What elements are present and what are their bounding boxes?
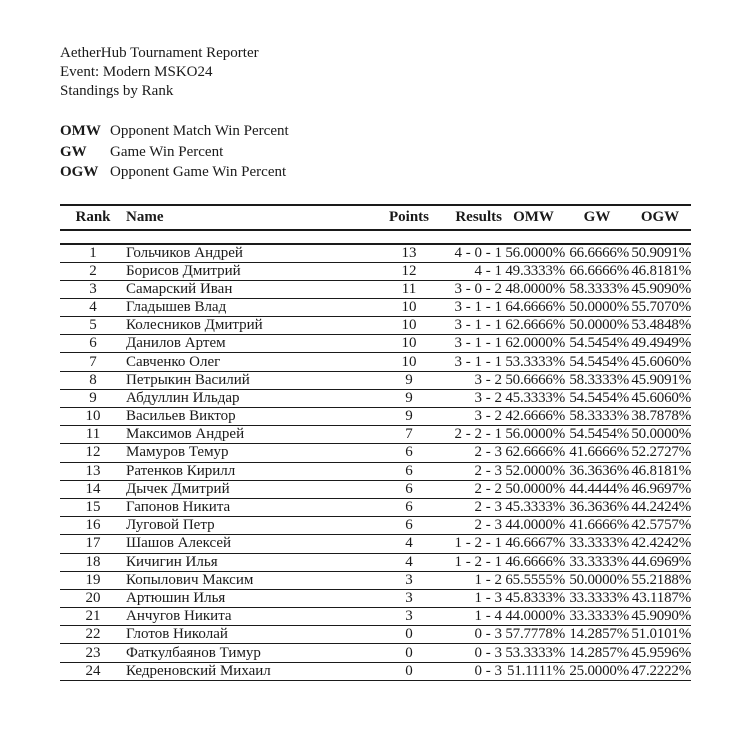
legend-abbr-ogw: OGW	[60, 164, 99, 180]
ogw-cell: 46.8181%	[631, 462, 691, 479]
points-cell: 12	[401, 262, 417, 279]
gw-cell: 58.3333%	[569, 280, 629, 297]
results-cell: 1 - 2 - 1	[454, 535, 502, 552]
gw-cell: 50.0000%	[569, 298, 629, 315]
omw-cell: 46.6666%	[505, 553, 565, 570]
name-cell: Гапонов Никита	[126, 499, 231, 516]
ogw-cell: 45.6060%	[631, 389, 691, 406]
omw-cell: 56.0000%	[505, 244, 565, 261]
rank-cell: 8	[89, 371, 97, 388]
rank-cell: 7	[89, 353, 97, 370]
ogw-cell: 46.9697%	[631, 480, 691, 497]
results-cell: 0 - 3	[474, 626, 502, 643]
gw-cell: 50.0000%	[569, 571, 629, 588]
rank-cell: 20	[85, 589, 101, 606]
omw-cell: 49.3333%	[505, 262, 565, 279]
ogw-cell: 45.9090%	[631, 280, 691, 297]
results-cell: 2 - 3	[474, 499, 502, 516]
column-header-results: Results	[455, 208, 502, 225]
rank-cell: 13	[85, 462, 101, 479]
omw-cell: 62.0000%	[505, 335, 565, 352]
results-cell: 3 - 1 - 1	[454, 317, 502, 334]
legend-desc-ogw: Opponent Game Win Percent	[110, 164, 287, 180]
table-row	[60, 280, 691, 298]
results-cell: 2 - 3	[474, 444, 502, 461]
table-row	[60, 480, 691, 498]
rank-cell: 16	[85, 517, 101, 534]
results-cell: 3 - 2	[474, 371, 502, 388]
gw-cell: 50.0000%	[569, 317, 629, 334]
omw-cell: 57.7778%	[505, 626, 565, 643]
rank-cell: 23	[85, 644, 101, 661]
ogw-cell: 45.6060%	[631, 353, 691, 370]
omw-cell: 44.0000%	[505, 608, 565, 625]
points-cell: 11	[401, 280, 417, 297]
ogw-cell: 51.0101%	[631, 626, 691, 643]
gw-cell: 14.2857%	[569, 644, 629, 661]
report-document	[60, 44, 691, 681]
rank-cell: 10	[85, 408, 101, 425]
results-cell: 1 - 2	[474, 571, 502, 588]
rank-cell: 12	[85, 444, 101, 461]
table-row	[60, 535, 691, 553]
event-name: Event: Modern MSKO24	[60, 64, 213, 80]
name-cell: Анчугов Никита	[126, 608, 232, 625]
gw-cell: 36.3636%	[569, 499, 629, 516]
gw-cell: 66.6666%	[569, 244, 629, 261]
points-cell: 10	[401, 317, 417, 334]
column-header-omw: OMW	[513, 208, 554, 225]
points-cell: 6	[405, 480, 413, 497]
gw-cell: 33.3333%	[569, 608, 629, 625]
gw-cell: 14.2857%	[569, 626, 629, 643]
rank-cell: 18	[85, 553, 101, 570]
rank-cell: 1	[89, 244, 97, 261]
rank-cell: 6	[89, 335, 97, 352]
results-cell: 0 - 3	[474, 662, 502, 679]
table-row	[60, 589, 691, 607]
omw-cell: 53.3333%	[505, 353, 565, 370]
name-cell: Самарский Иван	[126, 280, 233, 297]
omw-cell: 53.3333%	[505, 644, 565, 661]
report-title: AetherHub Tournament Reporter	[60, 45, 259, 61]
omw-cell: 48.0000%	[505, 280, 565, 297]
rank-cell: 4	[89, 298, 97, 315]
name-cell: Максимов Андрей	[126, 426, 245, 443]
omw-cell: 50.0000%	[505, 480, 565, 497]
rank-cell: 5	[89, 317, 97, 334]
rank-cell: 15	[85, 499, 101, 516]
points-cell: 0	[405, 662, 413, 679]
results-cell: 1 - 3	[474, 589, 502, 606]
results-cell: 1 - 4	[474, 608, 502, 625]
omw-cell: 62.6666%	[505, 317, 565, 334]
gw-cell: 36.3636%	[569, 462, 629, 479]
table-row	[60, 644, 691, 662]
omw-cell: 46.6667%	[505, 535, 565, 552]
results-cell: 3 - 1 - 1	[454, 335, 502, 352]
name-cell: Гладышев Влад	[126, 298, 227, 315]
gw-cell: 41.6666%	[569, 517, 629, 534]
table-row	[60, 262, 691, 280]
omw-cell: 50.6666%	[505, 371, 565, 388]
results-cell: 4 - 0 - 1	[454, 244, 502, 261]
omw-cell: 45.3333%	[505, 499, 565, 516]
table-row	[60, 608, 691, 626]
results-cell: 2 - 3	[474, 462, 502, 479]
omw-cell: 52.0000%	[505, 462, 565, 479]
ogw-cell: 38.7878%	[631, 408, 691, 425]
points-cell: 4	[405, 553, 413, 570]
rank-cell: 21	[85, 608, 101, 625]
table-row	[60, 371, 691, 389]
name-cell: Ратенков Кирилл	[126, 462, 236, 479]
ogw-cell: 45.9090%	[631, 608, 691, 625]
ogw-cell: 53.4848%	[631, 317, 691, 334]
table-row	[60, 626, 691, 644]
name-cell: Гольчиков Андрей	[126, 244, 243, 261]
ogw-cell: 52.2727%	[631, 444, 691, 461]
points-cell: 3	[405, 589, 413, 606]
spacer-section	[60, 230, 691, 244]
table-row	[60, 244, 691, 263]
gw-cell: 66.6666%	[569, 262, 629, 279]
table-row	[60, 462, 691, 480]
table-row	[60, 408, 691, 426]
table-row	[60, 517, 691, 535]
name-cell: Дычек Дмитрий	[126, 480, 230, 497]
table-row	[60, 353, 691, 371]
omw-cell: 45.8333%	[505, 589, 565, 606]
legend-row-ogw	[60, 162, 691, 183]
table-row	[60, 335, 691, 353]
name-cell: Петрыкин Василий	[126, 371, 250, 388]
points-cell: 3	[405, 608, 413, 625]
table-row	[60, 444, 691, 462]
rank-cell: 3	[89, 280, 97, 297]
name-cell: Кедреновский Михаил	[126, 662, 271, 679]
column-header-points: Points	[388, 208, 429, 225]
legend	[60, 121, 691, 183]
omw-cell: 42.6666%	[505, 408, 565, 425]
legend-abbr-gw: GW	[60, 143, 87, 160]
results-cell: 4 - 1	[474, 262, 502, 279]
standings-subtitle: Standings by Rank	[60, 83, 174, 99]
table-row	[60, 662, 691, 680]
ogw-cell: 44.2424%	[631, 499, 691, 516]
points-cell: 6	[405, 444, 413, 461]
column-header-rank: Rank	[75, 208, 111, 225]
table-row	[60, 571, 691, 589]
legend-row-gw	[60, 142, 691, 163]
gw-cell: 25.0000%	[569, 662, 629, 679]
ogw-cell: 42.5757%	[631, 517, 691, 534]
results-cell: 2 - 3	[474, 517, 502, 534]
omw-cell: 64.6666%	[505, 298, 565, 315]
results-cell: 3 - 0 - 2	[454, 280, 502, 297]
ogw-cell: 45.9091%	[631, 371, 691, 388]
omw-cell: 62.6666%	[505, 444, 565, 461]
table-row	[60, 498, 691, 516]
name-cell: Савченко Олег	[126, 353, 221, 370]
name-cell: Абдуллин Ильдар	[126, 389, 240, 406]
points-cell: 10	[401, 335, 417, 352]
spacer-row	[60, 230, 691, 244]
name-cell: Луговой Петр	[126, 517, 215, 534]
results-cell: 0 - 3	[474, 644, 502, 661]
points-cell: 9	[405, 371, 413, 388]
legend-abbr-omw: OMW	[60, 123, 101, 139]
points-cell: 6	[405, 517, 413, 534]
points-cell: 0	[405, 626, 413, 643]
ogw-cell: 55.2188%	[631, 571, 691, 588]
standings-table	[60, 204, 691, 681]
rank-cell: 9	[89, 389, 97, 406]
rank-cell: 19	[85, 571, 101, 588]
points-cell: 9	[405, 408, 413, 425]
rank-cell: 22	[85, 626, 101, 643]
gw-cell: 33.3333%	[569, 535, 629, 552]
omw-cell: 45.3333%	[505, 389, 565, 406]
table-row	[60, 317, 691, 335]
ogw-cell: 43.1187%	[631, 589, 691, 606]
gw-cell: 54.5454%	[569, 353, 629, 370]
gw-cell: 33.3333%	[569, 553, 629, 570]
name-cell: Колесников Дмитрий	[126, 317, 263, 334]
legend-desc-omw: Opponent Match Win Percent	[110, 123, 289, 139]
table-header-row	[60, 205, 691, 230]
name-cell: Данилов Артем	[126, 335, 226, 352]
table-row	[60, 553, 691, 571]
name-cell: Копылович Максим	[126, 571, 254, 588]
rank-cell: 11	[85, 426, 101, 443]
table-head	[60, 205, 691, 230]
points-cell: 7	[405, 426, 413, 443]
ogw-cell: 42.4242%	[631, 535, 691, 552]
points-cell: 3	[405, 571, 413, 588]
ogw-cell: 44.6969%	[631, 553, 691, 570]
gw-cell: 58.3333%	[569, 408, 629, 425]
omw-cell: 65.5555%	[505, 571, 565, 588]
ogw-cell: 47.2222%	[631, 662, 691, 679]
name-cell: Глотов Николай	[126, 626, 228, 643]
name-cell: Шашов Алексей	[126, 535, 232, 552]
gw-cell: 54.5454%	[569, 335, 629, 352]
legend-desc-gw: Game Win Percent	[110, 143, 224, 160]
legend-row-omw	[60, 121, 691, 142]
points-cell: 10	[401, 298, 417, 315]
results-cell: 3 - 1 - 1	[454, 353, 502, 370]
points-cell: 9	[405, 389, 413, 406]
gw-cell: 54.5454%	[569, 426, 629, 443]
column-header-gw: GW	[583, 208, 611, 225]
results-cell: 1 - 2 - 1	[454, 553, 502, 570]
column-header-ogw: OGW	[640, 208, 680, 225]
points-cell: 10	[401, 353, 417, 370]
omw-cell: 51.1111%	[507, 662, 565, 679]
gw-cell: 54.5454%	[569, 389, 629, 406]
points-cell: 4	[405, 535, 413, 552]
ogw-cell: 45.9596%	[631, 644, 691, 661]
gw-cell: 41.6666%	[569, 444, 629, 461]
rank-cell: 2	[89, 262, 97, 279]
ogw-cell: 50.9091%	[631, 244, 691, 261]
omw-cell: 56.0000%	[505, 426, 565, 443]
table-row	[60, 298, 691, 316]
gw-cell: 58.3333%	[569, 371, 629, 388]
name-cell: Мамуров Темур	[126, 444, 229, 461]
column-header-name: Name	[126, 208, 164, 225]
name-cell: Фаткулбаянов Тимур	[126, 644, 261, 661]
ogw-cell: 55.7070%	[631, 298, 691, 315]
rank-cell: 17	[85, 535, 101, 552]
title-block	[60, 44, 691, 101]
gw-cell: 33.3333%	[569, 589, 629, 606]
rank-cell: 24	[85, 662, 101, 679]
ogw-cell: 49.4949%	[631, 335, 691, 352]
ogw-cell: 50.0000%	[631, 426, 691, 443]
table-row	[60, 426, 691, 444]
name-cell: Кичигин Илья	[126, 553, 218, 570]
name-cell: Васильев Виктор	[126, 408, 236, 425]
points-cell: 6	[405, 499, 413, 516]
name-cell: Артюшин Илья	[126, 589, 226, 606]
omw-cell: 44.0000%	[505, 517, 565, 534]
standings-body	[60, 244, 691, 681]
ogw-cell: 46.8181%	[631, 262, 691, 279]
results-cell: 2 - 2	[474, 480, 502, 497]
name-cell: Борисов Дмитрий	[126, 262, 241, 279]
results-cell: 2 - 2 - 1	[454, 426, 502, 443]
results-cell: 3 - 1 - 1	[454, 298, 502, 315]
gw-cell: 44.4444%	[569, 480, 629, 497]
points-cell: 0	[405, 644, 413, 661]
points-cell: 6	[405, 462, 413, 479]
results-cell: 3 - 2	[474, 408, 502, 425]
results-cell: 3 - 2	[474, 389, 502, 406]
table-row	[60, 389, 691, 407]
rank-cell: 14	[85, 480, 101, 497]
points-cell: 13	[401, 244, 417, 261]
